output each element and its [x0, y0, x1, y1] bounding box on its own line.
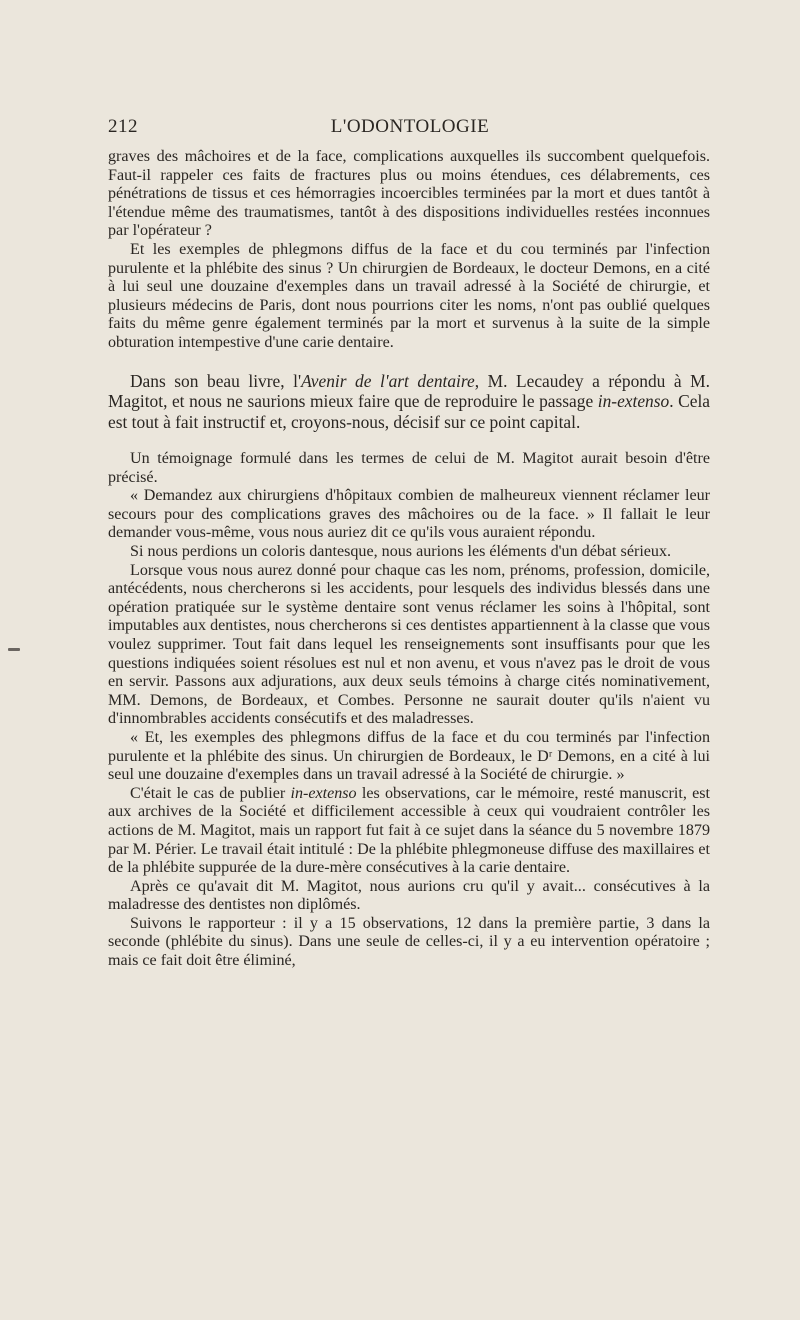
text-run: les observations, car le mémoire, resté manuscrit, est aux archives de la Société et difficilement accessible à ceux qui voudraient contrôler les actions de M. Magitot, mais un rapport fut fait à ce sujet dans la séance du 5 novembre 1879 par M. Périer. Le travail était intitulé : De la phlébite phlegmoneuse diffuse des maxillaires et de la phlébite suppurée de la dure-mère consécutives à la carie dentaire.	[108, 784, 710, 877]
paragraph: Si nous perdions un coloris dantesque, nous aurions les éléments d'un débat sérieux.	[130, 543, 672, 560]
page-body	[108, 148, 710, 971]
paragraph: Lorsque vous nous aurez donné pour chaque cas les nom, prénoms, profession, domicile, antécédents, nous chercherons si les accidents, pour lesquels des individus blessés dans une opération pratiquée sur le système dentaire sont venus réclamer les soins à l'hôpital, sont imputables aux dentistes, nous chercherons si ces dentistes appartiennent à la classe que vous voulez supprimer. Tout fait dans lequel les renseignements sont insuffisants pour que les questions indiquées soient résolues est nul et non avenu, et vous n'avez pas le droit de vous en servir. Passons aux adjurations, aux deux seuls témoins à charge cités nominativement, MM. Demons, de Bordeaux, et Combes. Personne ne saurait douter qu'ils n'aient vu d'innombrables accidents consécutifs et des maladresses.	[108, 561, 710, 728]
page-number: 212	[108, 116, 138, 137]
paragraph: Suivons le rapporteur : il y a 15 observations, 12 dans la première partie, 3 dans la seconde (phlébite du sinus). Dans une seule de celles-ci, il y a eu intervention opératoire ; mais ce fait doit être éliminé,	[108, 914, 710, 970]
paragraph: « Demandez aux chirurgiens d'hôpitaux combien de malheureux viennent réclamer leur secours pour des complications graves des mâchoires ou de la face. » Il fallait le leur demander vous-même, vous nous auriez dit ce qu'ils vous auraient répondu.	[108, 487, 710, 542]
paragraph	[108, 785, 710, 878]
italic-title: Avenir de l'art dentaire	[301, 370, 475, 391]
quoted-paragraph	[108, 371, 710, 433]
italic-term: in-extenso	[597, 391, 670, 412]
paragraph: « Et, les exemples des phlegmons diffus de la face et du cou terminés par l'infection purulente et la phlébite des sinus. Un chirurgien de Bordeaux, le Dʳ Demons, en a cité à lui seul une douzaine d'exemples dans un travail adressé à la Société de chirurgie. »	[108, 728, 710, 784]
paragraph: Un témoignage formulé dans les termes de celui de M. Magitot aurait besoin d'être précisé.	[108, 450, 710, 486]
text-run: C'était le cas de publier	[130, 784, 291, 802]
text-run: . Cela est tout à fait instructif et, croyons-nous, décisif sur ce point capital.	[108, 391, 710, 432]
text-run: Dans son beau livre, l'	[130, 370, 302, 391]
paragraph: Et les exemples de phlegmons diffus de la face et du cou terminés par l'infection purulente et la phlébite des sinus ? Un chirurgien de Bordeaux, le docteur Demons, en a cité à lui seul une douzaine d'exemples dans un travail adressé à la Société de chirurgie, et plusieurs médecins de Paris, dont nous pourrions citer les noms, n'ont pas oublié quelques faits du même genre également terminés par la mort et survenus à la suite de la simple obturation intempestive d'une carie dentaire.	[108, 240, 710, 351]
italic-term: in-extenso	[290, 784, 357, 802]
paragraph: graves des mâchoires et de la face, complications auxquelles ils succombent quelquefois. Faut-il rappeler ces faits de fractures plus ou moins étendues, ces délabrements, ces pénétrations de tissus et ces hémorragies incoercibles terminées par la mort et dues tantôt à l'étendue même des traumatismes, tantôt à des dispositions individuelles restées inconnues par l'opérateur ?	[108, 148, 710, 240]
page-header	[108, 116, 712, 140]
text-run: , M. Lecaudey a répondu à M. Magitot, et nous ne saurions mieux faire que de reproduire le passage	[108, 370, 710, 412]
running-title: L'ODONTOLOGIE	[330, 116, 490, 137]
paragraph: Après ce qu'avait dit M. Magitot, nous aurions cru qu'il y avait... consécutives à la maladresse des dentistes non diplômés.	[108, 877, 710, 914]
margin-mark	[8, 648, 20, 651]
